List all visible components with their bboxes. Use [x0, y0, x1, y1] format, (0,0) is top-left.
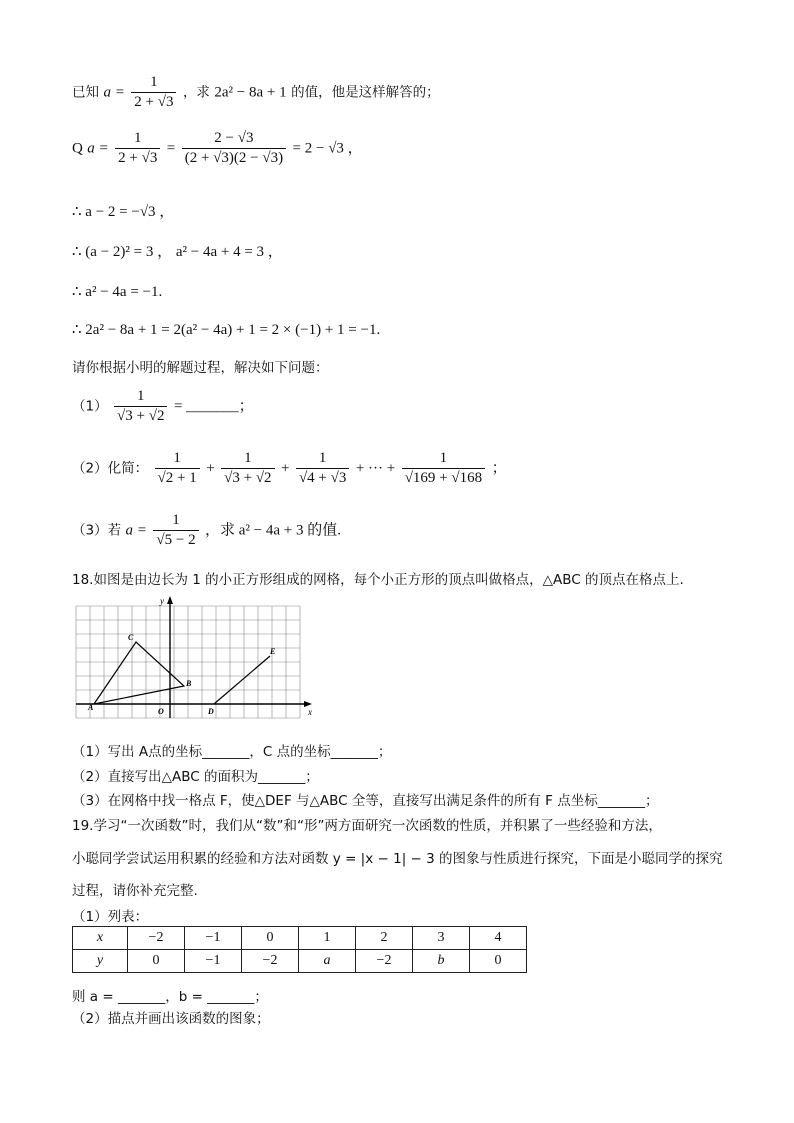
step2-line: ∴ a − 2 = −√3 ，	[72, 204, 175, 220]
table-cell: 0	[242, 927, 299, 950]
intro-text-1: 已知	[72, 84, 99, 101]
question-3	[72, 512, 341, 549]
q2-term-3-num: 1	[318, 450, 327, 466]
q1-fraction	[114, 388, 167, 425]
q2-term-2	[221, 450, 274, 487]
q1-label: （1）	[72, 398, 108, 415]
label-o: O	[158, 707, 164, 716]
problem-19-line-1: 19.学习“一次函数”时，我们从“数”和“形”两方面研究一次函数的性质，并积累了一些经验和方法，	[72, 818, 662, 834]
table-cell: b	[413, 950, 470, 973]
y-axis-arrow	[167, 596, 173, 604]
label-b: B	[186, 679, 192, 688]
step1-fraction-1	[115, 130, 160, 167]
segment-de	[214, 656, 270, 704]
q3-tail: ，求 a² − 4a + 3 的值.	[205, 522, 342, 539]
q1-num: 1	[137, 388, 145, 404]
step1-fraction-2-num: 2 − √3	[214, 130, 254, 146]
intro-text-2: ，求	[182, 84, 210, 101]
q3-den: √5 − 2	[153, 530, 198, 549]
problem-19-line-3: 过程，请你补充完整.	[72, 883, 198, 899]
step1-tail: = 2 − √3 ，	[292, 140, 363, 157]
q2-ellipsis: + ··· +	[355, 460, 396, 477]
table-cell: −1	[185, 927, 242, 950]
q3-a-eq: a =	[125, 522, 147, 539]
table-cell: 2	[356, 927, 413, 950]
intro-fraction-num: 1	[150, 74, 158, 90]
q3-fraction	[153, 512, 198, 549]
table-cell: −2	[128, 927, 185, 950]
label-d: D	[208, 707, 214, 716]
table-cell: 0	[128, 950, 185, 973]
intro-text-3: 的值，他是这样解答的；	[291, 84, 440, 101]
q1-den: √3 + √2	[114, 406, 167, 425]
step1-fraction-1-num: 1	[133, 130, 142, 146]
problem-19-part-2: （2）描点并画出该函数的图象；	[72, 1011, 270, 1027]
table-cell: −1	[185, 950, 242, 973]
intro-fraction-den: 2 + √3	[131, 92, 176, 111]
problem-18-title: 18.如图是由边长为 1 的小正方形组成的网格，每个小正方形的顶点叫做格点，△ABC 的顶点在格点上.	[72, 572, 684, 588]
table-cell: −2	[242, 950, 299, 973]
step1-fraction-1-den: 2 + √3	[115, 148, 160, 167]
q2-term-1	[155, 450, 200, 487]
grid-svg	[72, 594, 320, 720]
table-cell: 3	[413, 927, 470, 950]
table-row-x	[73, 927, 527, 950]
q1-tail: = _______；	[173, 398, 254, 415]
q2-term-1-den: √2 + 1	[155, 468, 200, 487]
q2-term-last	[402, 450, 485, 487]
intro-expr: 2a² − 8a + 1	[214, 84, 287, 101]
problem-19-line-2: 小聪同学尝试运用积累的经验和方法对函数 y = |x − 1| − 3 的图象与性质进行探究，下面是小聪同学的探究	[72, 851, 723, 867]
intro-line	[72, 74, 440, 111]
problem-18-part-3: （3）在网格中找一格点 F，使△DEF 与△ABC 全等，直接写出满足条件的所有 F 点坐标_______；	[72, 793, 659, 809]
table-cell: x	[73, 927, 128, 950]
q2-term-3-den: √4 + √3	[296, 468, 349, 487]
q2-term-3	[296, 450, 349, 487]
step4-line: ∴ a² − 4a = −1.	[72, 284, 163, 300]
label-x: x	[308, 707, 312, 717]
q2-label: （2）化简：	[72, 460, 149, 477]
step5-line: ∴ 2a² − 8a + 1 = 2(a² − 4a) + 1 = 2 × (−1) + 1 = −1.	[72, 322, 381, 338]
step1-line: Q a = $\frac{1}{2 + √3}$ = $\frac{2 - √3}{(2 + √3)(2 - √3)}$ = 2 − √3 ，	[72, 130, 363, 166]
label-e: E	[270, 647, 276, 656]
problem-18-part-2: （2）直接写出△ABC 的面积为_______；	[72, 769, 319, 785]
coordinate-grid-figure	[72, 594, 320, 724]
value-table	[72, 926, 527, 973]
table-cell: 1	[299, 927, 356, 950]
table-cell: 0	[470, 950, 527, 973]
table-cell: y	[73, 950, 128, 973]
step1-fraction-2	[182, 130, 286, 167]
label-y: y	[160, 596, 164, 606]
table-cell: a	[299, 950, 356, 973]
question-1	[72, 388, 254, 425]
q2-term-2-den: √3 + √2	[221, 468, 274, 487]
q2-term-2-num: 1	[244, 450, 252, 466]
q3-num: 1	[172, 512, 180, 528]
step3-line: ∴ (a − 2)² = 3 ， a² − 4a + 4 = 3 ，	[72, 244, 283, 260]
q2-term-1-num: 1	[173, 450, 181, 466]
q3-label: （3）若	[72, 522, 122, 539]
step1-fraction-2-den: (2 + √3)(2 − √3)	[182, 148, 286, 167]
table-cell: −2	[356, 950, 413, 973]
q2-end: ；	[491, 460, 507, 477]
label-c: C	[128, 633, 134, 642]
intro-a-eq: a =	[103, 84, 125, 101]
step1-q: Q	[72, 140, 83, 157]
problem-19-part-1: （1）列表：	[72, 909, 149, 925]
table-row-y	[73, 950, 527, 973]
instruction-text: 请你根据小明的解题过程，解决如下问题：	[72, 360, 329, 376]
table-cell: 4	[470, 927, 527, 950]
step1-a-eq: a =	[87, 140, 109, 157]
problem-18-part-1: （1）写出 A点的坐标_______，C 点的坐标_______；	[72, 744, 392, 760]
label-a: A	[88, 703, 94, 712]
question-2: （2）化简： $\frac{1}{√2 + 1}$ + $\frac{1}{√3 + √2}$ + $\frac{1}{√4 + √3}$ + ··· + $\frac{1}{√169 + √168}$ ；	[72, 450, 507, 486]
problem-19-then: 则 a = _______，b = _______；	[72, 989, 268, 1005]
intro-fraction	[131, 74, 176, 111]
q2-term-last-num: 1	[439, 450, 448, 466]
q2-term-last-den: √169 + √168	[402, 468, 485, 487]
